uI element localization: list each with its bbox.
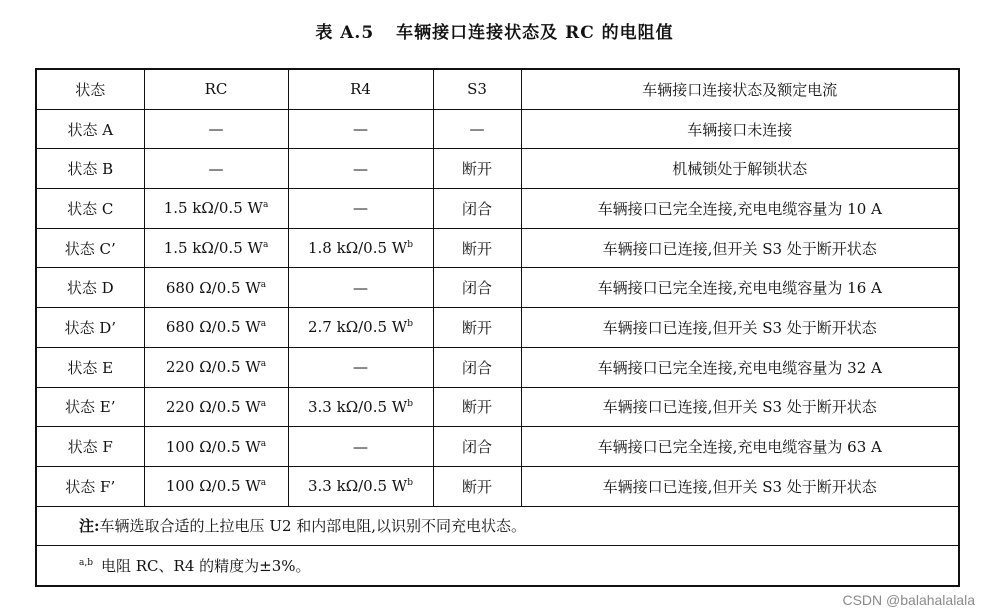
s3-cell-value: 闭合 bbox=[461, 358, 492, 377]
table-title bbox=[0, 18, 989, 43]
table-row bbox=[36, 268, 959, 308]
r4-cell-value: 2.7 kΩ/0.5 W bbox=[307, 318, 408, 337]
table-row bbox=[36, 427, 959, 467]
r4-cell bbox=[288, 466, 433, 506]
r4-cell-value: — bbox=[353, 278, 368, 297]
rc-cell-footnote-mark: a bbox=[262, 200, 269, 211]
rc-cell-value: — bbox=[208, 120, 224, 139]
description-cell bbox=[521, 387, 959, 427]
rc-cell bbox=[144, 308, 288, 348]
r4-cell-footnote-mark: b bbox=[407, 319, 413, 330]
description-cell-value: 车辆接口已完全连接,充电电缆容量为 16 A bbox=[597, 279, 882, 298]
rc-cell-footnote-mark: a bbox=[260, 478, 267, 489]
rc-cell-value: 220 Ω/0.5 W bbox=[165, 397, 261, 416]
s3-cell-value: 闭合 bbox=[461, 279, 492, 298]
s3-cell bbox=[433, 387, 521, 427]
s3-cell-value: — bbox=[469, 120, 485, 139]
table-row bbox=[36, 387, 959, 427]
state-cell-value: 状态 B bbox=[67, 160, 114, 179]
rc-cell-value: 100 Ω/0.5 W bbox=[165, 437, 261, 456]
s3-cell bbox=[433, 268, 521, 308]
r4-cell bbox=[288, 228, 433, 268]
r4-cell-value: 1.8 kΩ/0.5 W bbox=[307, 239, 408, 258]
state-cell-value: 状态 E’ bbox=[65, 398, 116, 417]
description-cell-value: 机械锁处于解锁状态 bbox=[672, 160, 808, 179]
state-cell bbox=[36, 387, 144, 427]
header-rc: RC bbox=[144, 69, 288, 109]
footnote-marks: a,b bbox=[79, 558, 93, 569]
header-description: 车辆接口连接状态及额定电流 bbox=[521, 69, 959, 109]
s3-cell bbox=[433, 347, 521, 387]
description-cell bbox=[521, 268, 959, 308]
r4-cell-value: — bbox=[353, 358, 368, 377]
rc-cell-value: — bbox=[208, 159, 224, 178]
table-row bbox=[36, 228, 959, 268]
r4-cell-value: — bbox=[353, 159, 368, 178]
state-cell-value: 状态 D bbox=[66, 279, 114, 298]
note-row bbox=[36, 506, 959, 546]
r4-cell-value: — bbox=[353, 120, 368, 139]
rc-cell-footnote-mark: a bbox=[260, 438, 267, 449]
watermark: CSDN @balahalalala bbox=[842, 592, 975, 608]
header-r4: R4 bbox=[288, 69, 433, 109]
description-cell-value: 车辆接口已连接,但开关 S3 处于断开状态 bbox=[602, 318, 877, 337]
r4-cell-value: — bbox=[353, 437, 368, 456]
table-row bbox=[36, 347, 959, 387]
s3-cell bbox=[433, 466, 521, 506]
resistance-table bbox=[35, 68, 960, 587]
state-cell-value: 状态 A bbox=[67, 120, 114, 139]
r4-cell bbox=[288, 387, 433, 427]
state-cell-value: 状态 F bbox=[67, 438, 113, 457]
r4-cell bbox=[288, 109, 433, 149]
description-cell-value: 车辆接口未连接 bbox=[687, 120, 793, 139]
rc-cell-footnote-mark: a bbox=[260, 279, 267, 290]
state-cell bbox=[36, 189, 144, 229]
r4-cell-footnote-mark: b bbox=[407, 398, 413, 409]
r4-cell-footnote-mark: b bbox=[407, 478, 413, 489]
rc-cell-value: 100 Ω/0.5 W bbox=[165, 477, 261, 496]
description-cell bbox=[521, 149, 959, 189]
table-row bbox=[36, 149, 959, 189]
note-text: 车辆选取合适的上拉电压 U2 和内部电阻,以识别不同充电状态。 bbox=[99, 517, 527, 536]
description-cell bbox=[521, 189, 959, 229]
footnote-cell bbox=[36, 546, 959, 586]
state-cell-value: 状态 F’ bbox=[65, 477, 116, 496]
rc-cell bbox=[144, 109, 288, 149]
header-state: 状态 bbox=[36, 69, 144, 109]
state-cell bbox=[36, 347, 144, 387]
state-cell bbox=[36, 466, 144, 506]
footnote-row bbox=[36, 546, 959, 586]
s3-cell-value: 闭合 bbox=[461, 199, 492, 218]
rc-cell bbox=[144, 466, 288, 506]
rc-cell-value: 680 Ω/0.5 W bbox=[165, 278, 261, 297]
table-body bbox=[36, 109, 959, 506]
state-cell-value: 状态 D’ bbox=[64, 318, 117, 337]
rc-cell-value: 680 Ω/0.5 W bbox=[165, 318, 261, 337]
rc-cell-footnote-mark: a bbox=[260, 398, 267, 409]
rc-cell bbox=[144, 268, 288, 308]
s3-cell bbox=[433, 189, 521, 229]
rc-cell bbox=[144, 347, 288, 387]
r4-cell-value: 3.3 kΩ/0.5 W bbox=[307, 397, 408, 416]
state-cell bbox=[36, 308, 144, 348]
description-cell bbox=[521, 228, 959, 268]
r4-cell-footnote-mark: b bbox=[407, 240, 413, 251]
description-cell bbox=[521, 109, 959, 149]
description-cell-value: 车辆接口已连接,但开关 S3 处于断开状态 bbox=[602, 239, 877, 258]
description-cell-value: 车辆接口已完全连接,充电电缆容量为 63 A bbox=[597, 438, 882, 457]
state-cell bbox=[36, 268, 144, 308]
r4-cell bbox=[288, 189, 433, 229]
table-row bbox=[36, 308, 959, 348]
r4-cell bbox=[288, 347, 433, 387]
state-cell bbox=[36, 109, 144, 149]
rc-cell bbox=[144, 427, 288, 467]
description-cell-value: 车辆接口已连接,但开关 S3 处于断开状态 bbox=[602, 477, 877, 496]
header-row bbox=[36, 69, 959, 109]
table-row bbox=[36, 189, 959, 229]
s3-cell-value: 断开 bbox=[461, 477, 492, 496]
r4-cell bbox=[288, 149, 433, 189]
r4-cell-value: 3.3 kΩ/0.5 W bbox=[307, 477, 408, 496]
note-cell bbox=[36, 506, 959, 546]
rc-cell bbox=[144, 149, 288, 189]
description-cell-value: 车辆接口已完全连接,充电电缆容量为 10 A bbox=[597, 199, 882, 218]
r4-cell bbox=[288, 268, 433, 308]
rc-cell-footnote-mark: a bbox=[260, 319, 267, 330]
header-s3: S3 bbox=[433, 69, 521, 109]
state-cell bbox=[36, 228, 144, 268]
s3-cell-value: 断开 bbox=[461, 160, 492, 179]
s3-cell bbox=[433, 228, 521, 268]
table-caption: 车辆接口连接状态及 RC 的电阻值 bbox=[396, 23, 674, 43]
r4-cell bbox=[288, 308, 433, 348]
table-number: 表 A.5 bbox=[315, 23, 375, 43]
table-row bbox=[36, 466, 959, 506]
table-row bbox=[36, 109, 959, 149]
description-cell bbox=[521, 347, 959, 387]
state-cell-value: 状态 C’ bbox=[64, 239, 116, 258]
note-label: 注: bbox=[79, 517, 100, 536]
state-cell bbox=[36, 149, 144, 189]
s3-cell-value: 断开 bbox=[461, 239, 492, 258]
rc-cell bbox=[144, 189, 288, 229]
state-cell-value: 状态 E bbox=[67, 358, 114, 377]
rc-cell-footnote-mark: a bbox=[262, 240, 269, 251]
r4-cell-value: — bbox=[353, 199, 368, 218]
description-cell bbox=[521, 466, 959, 506]
description-cell bbox=[521, 308, 959, 348]
s3-cell bbox=[433, 149, 521, 189]
state-cell bbox=[36, 427, 144, 467]
s3-cell-value: 断开 bbox=[461, 398, 492, 417]
state-cell-value: 状态 C bbox=[67, 199, 114, 218]
rc-cell-value: 1.5 kΩ/0.5 W bbox=[163, 199, 263, 218]
s3-cell bbox=[433, 308, 521, 348]
r4-cell bbox=[288, 427, 433, 467]
description-cell bbox=[521, 427, 959, 467]
rc-cell-value: 1.5 kΩ/0.5 W bbox=[163, 239, 263, 258]
rc-cell-value: 220 Ω/0.5 W bbox=[165, 358, 261, 377]
footnote-text: 电阻 RC、R4 的精度为±3%。 bbox=[101, 557, 311, 576]
s3-cell-value: 断开 bbox=[461, 318, 492, 337]
s3-cell-value: 闭合 bbox=[461, 438, 492, 457]
rc-cell-footnote-mark: a bbox=[260, 359, 267, 370]
s3-cell bbox=[433, 109, 521, 149]
description-cell-value: 车辆接口已连接,但开关 S3 处于断开状态 bbox=[602, 398, 877, 417]
description-cell-value: 车辆接口已完全连接,充电电缆容量为 32 A bbox=[597, 358, 882, 377]
rc-cell bbox=[144, 228, 288, 268]
rc-cell bbox=[144, 387, 288, 427]
s3-cell bbox=[433, 427, 521, 467]
